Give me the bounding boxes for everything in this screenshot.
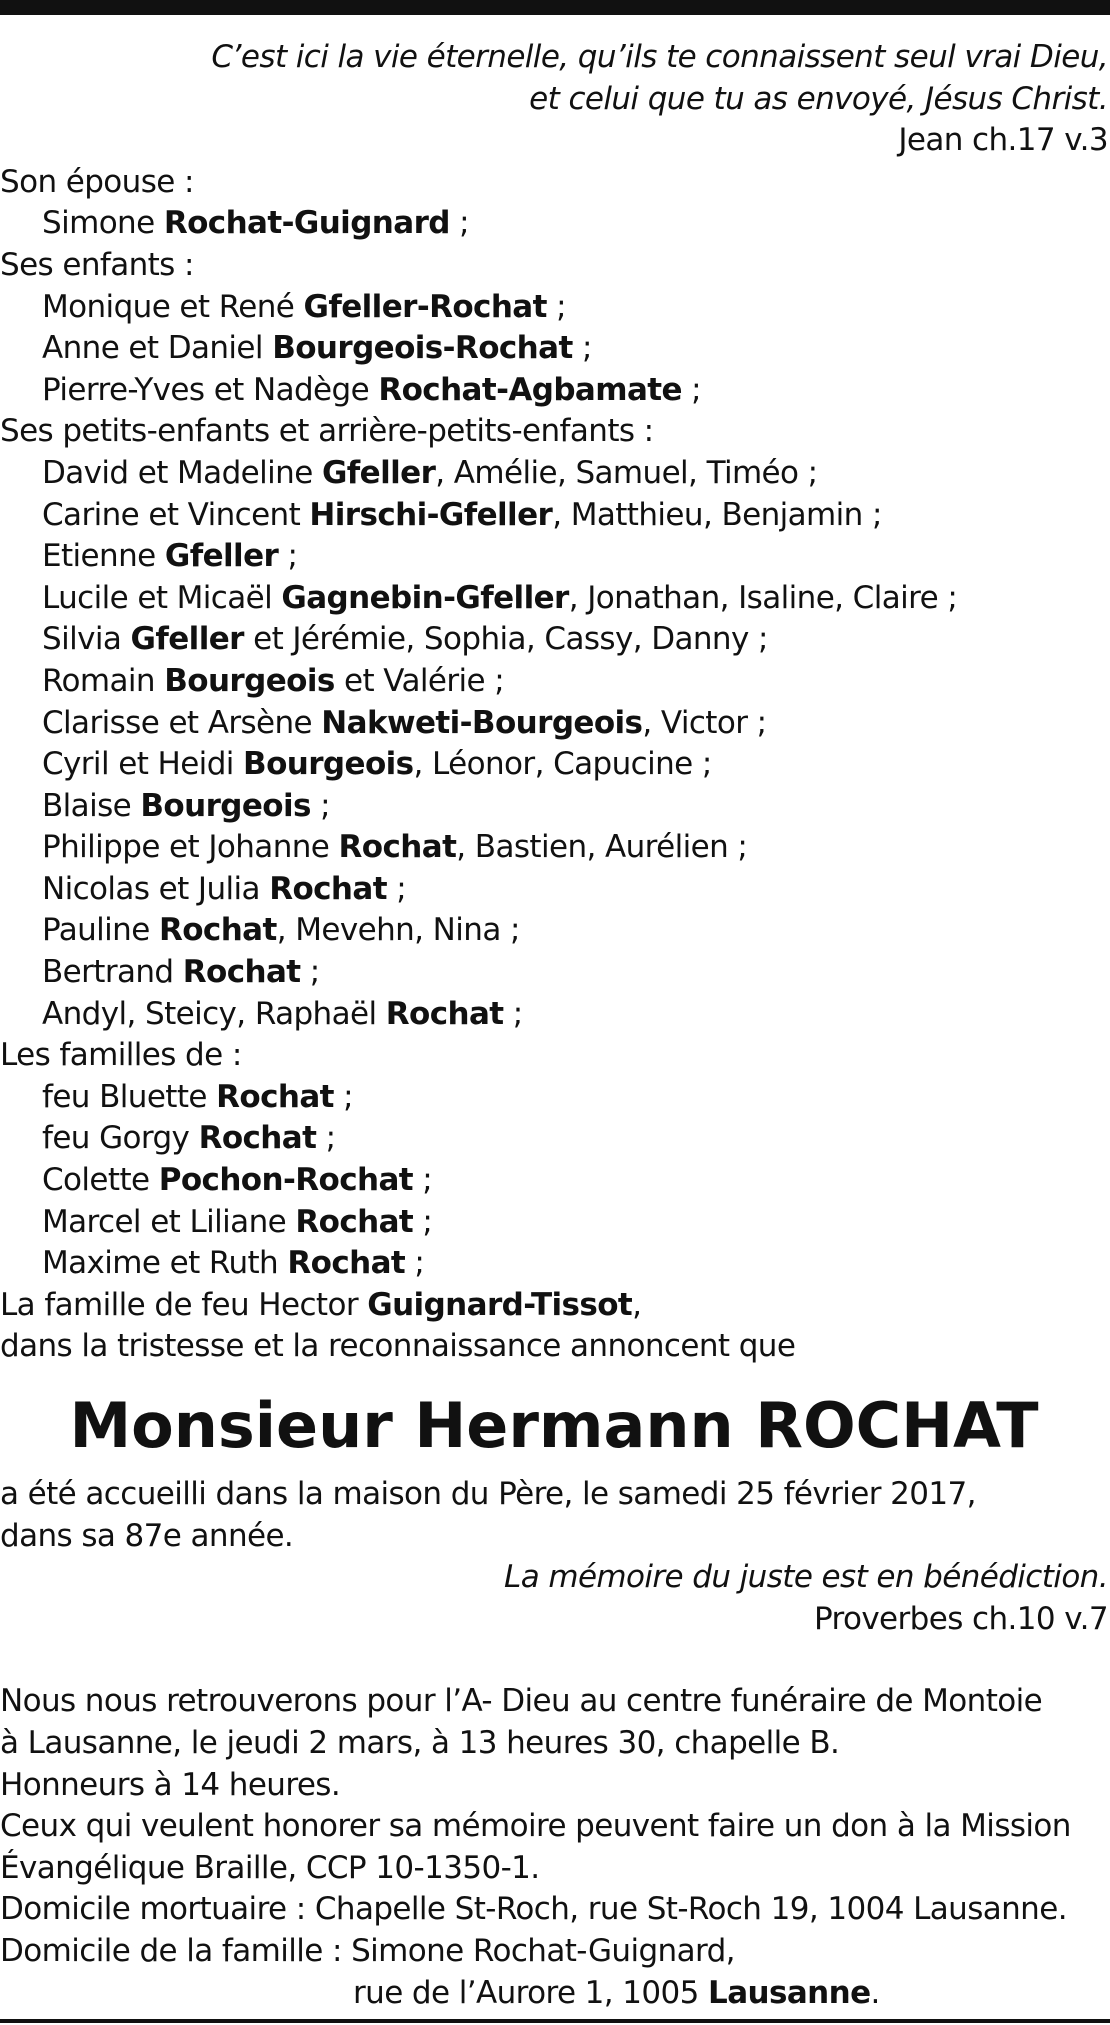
surname: Rochat	[385, 995, 504, 1032]
entry-rest: , Amélie, Samuel, Timéo ;	[435, 454, 818, 491]
grandchild-entry	[0, 578, 1108, 620]
given-names: Carine et Vincent	[42, 496, 310, 533]
grandchild-entry	[0, 869, 1108, 911]
given-names: Romain	[42, 662, 165, 699]
spacer	[0, 1640, 1108, 1681]
given-names: Pauline	[42, 912, 159, 949]
verse-line-2: et celui que tu as envoyé, Jésus Christ.	[529, 80, 1108, 117]
given-names: Philippe et Johanne	[42, 829, 339, 866]
bottom-rule	[0, 2019, 1110, 2023]
entry-rest: ;	[572, 330, 592, 367]
given-names: Monique et René	[42, 288, 304, 325]
verse-line-1: C’est ici la vie éternelle, qu’ils te connaissent seul vrai Dieu,	[211, 39, 1108, 75]
given-names: feu Gorgy	[42, 1120, 199, 1157]
surname: Rochat	[295, 1203, 414, 1240]
ceremony-line-3: Honneurs à 14 heures.	[0, 1766, 341, 1803]
closing-verse: La mémoire du juste est en bénédiction.	[504, 1559, 1108, 1596]
surname: Bourgeois	[140, 787, 311, 824]
given-names: Blaise	[42, 787, 141, 824]
surname: Hirschi-Gfeller	[309, 496, 553, 533]
grandchild-entry	[0, 952, 1108, 994]
entry-rest: ;	[278, 538, 298, 575]
obituary-notice	[0, 37, 1108, 2014]
surname: Rochat	[338, 829, 457, 866]
grandchild-entry	[0, 703, 1108, 745]
given-names: Anne et Daniel	[42, 330, 273, 367]
verse-reference: Jean ch.17 v.3	[898, 122, 1108, 159]
given-names: Etienne	[42, 538, 165, 575]
surname: Rochat	[216, 1078, 334, 1115]
spouse-entry	[0, 203, 1108, 245]
family-entry	[0, 1077, 1108, 1119]
grandchild-entry	[0, 910, 1108, 952]
entry-rest: ;	[405, 1245, 425, 1282]
surname: Nakweti-Bourgeois	[321, 704, 643, 741]
entry-rest: , Matthieu, Benjamin ;	[552, 496, 882, 533]
child-entry	[0, 370, 1108, 412]
surname: Bourgeois-Rochat	[272, 330, 573, 367]
grandchild-entry	[0, 536, 1108, 578]
surname: Rochat	[198, 1120, 317, 1157]
surname: Gfeller	[130, 621, 244, 658]
entry-rest: ;	[300, 954, 320, 991]
surname: Rochat	[182, 954, 301, 991]
spouse-label: Son épouse :	[0, 163, 194, 200]
surname: Guignard-Tissot	[367, 1286, 633, 1323]
entry-rest: et Jérémie, Sophia, Cassy, Danny ;	[243, 621, 768, 658]
surname: Gfeller	[321, 454, 436, 491]
entry-rest: ,	[632, 1286, 642, 1323]
surname: Rochat	[269, 870, 387, 907]
entry-rest: ;	[681, 371, 702, 408]
top-rule	[0, 0, 1110, 15]
given-names: David et Madeline	[42, 454, 322, 491]
donation-line-2: Évangélique Braille, CCP 10-1350-1.	[0, 1849, 540, 1886]
entry-rest: ;	[386, 870, 407, 907]
given-names: Colette	[42, 1162, 159, 1199]
address-end: .	[870, 1974, 880, 2011]
child-entry	[0, 287, 1108, 329]
family-entry	[0, 1118, 1108, 1160]
surname: Gfeller	[164, 538, 279, 575]
family-entry	[0, 1243, 1108, 1285]
city: Lausanne	[708, 1974, 871, 2011]
given-names: Andyl, Steicy, Raphaël	[42, 995, 386, 1032]
families-label: Les familles de :	[0, 1037, 242, 1074]
given-names: Marcel et Liliane	[42, 1203, 296, 1240]
entry-rest: et Valérie ;	[334, 662, 505, 699]
closing-verse-reference: Proverbes ch.10 v.7	[813, 1600, 1108, 1637]
grandchild-entry	[0, 453, 1108, 495]
grandchild-entry	[0, 495, 1108, 537]
surname: Rochat-Agbamate	[378, 371, 682, 408]
entry-rest: ;	[412, 1162, 433, 1199]
deceased-name: Monsieur Hermann ROCHAT	[69, 1389, 1039, 1462]
entry-rest: , Mevehn, Nina ;	[276, 912, 520, 949]
grandchild-entry	[0, 994, 1108, 1036]
given-names: La famille de feu Hector	[0, 1286, 368, 1323]
street-address: rue de l’Aurore 1, 1005	[353, 1974, 709, 2011]
hector-family-entry	[0, 1285, 1108, 1327]
given-names: Clarisse et Arsène	[42, 704, 322, 741]
given-names: Pierre-Yves et Nadège	[42, 371, 379, 408]
entry-rest: ;	[333, 1078, 353, 1115]
grandchild-entry	[0, 619, 1108, 661]
family-home-line: Domicile de la famille : Simone Rochat-Guignard,	[0, 1932, 735, 1969]
surname: Bourgeois	[243, 746, 414, 783]
entry-rest: ;	[310, 787, 330, 824]
death-line-2: dans sa 87e année.	[0, 1517, 294, 1554]
announcement-line: dans la tristesse et la reconnaissance annoncent que	[0, 1328, 796, 1365]
grandchildren-label: Ses petits-enfants et arrière-petits-enfants :	[0, 413, 654, 450]
death-line-1: a été accueilli dans la maison du Père, le samedi 25 février 2017,	[0, 1476, 976, 1512]
surname: Pochon-Rochat	[158, 1162, 413, 1199]
entry-rest: ;	[413, 1203, 433, 1240]
entry-rest: , Léonor, Capucine ;	[413, 746, 712, 783]
entry-rest: , Jonathan, Isaline, Claire ;	[568, 579, 958, 616]
grandchild-entry	[0, 827, 1108, 869]
entry-rest: , Victor ;	[642, 704, 767, 741]
given-names: Cyril et Heidi	[42, 746, 244, 783]
entry-rest: ;	[449, 205, 469, 242]
given-names: Maxime et Ruth	[42, 1245, 288, 1282]
entry-rest: ;	[316, 1120, 336, 1157]
grandchild-entry	[0, 744, 1108, 786]
surname: Rochat	[287, 1245, 406, 1282]
donation-line-1: Ceux qui veulent honorer sa mémoire peuvent faire un don à la Mission	[0, 1808, 1071, 1845]
mortuary-address: Domicile mortuaire : Chapelle St-Roch, rue St-Roch 19, 1004 Lausanne.	[0, 1891, 1067, 1928]
given-names: Lucile et Micaël	[42, 579, 282, 616]
entry-rest: ;	[546, 288, 566, 325]
surname: Gfeller-Rochat	[303, 288, 547, 325]
entry-rest: , Bastien, Aurélien ;	[456, 829, 748, 866]
given-names: feu Bluette	[42, 1078, 217, 1115]
family-entry	[0, 1160, 1108, 1202]
given-names: Silvia	[42, 621, 131, 658]
family-entry	[0, 1202, 1108, 1244]
family-home-address	[0, 1973, 1108, 2015]
children-label: Ses enfants :	[0, 246, 194, 283]
given-names: Nicolas et Julia	[42, 870, 270, 907]
surname: Rochat	[158, 912, 277, 949]
surname: Rochat-Guignard	[163, 205, 450, 242]
given-names: Bertrand	[42, 954, 183, 991]
given-names: Simone	[42, 205, 164, 242]
surname: Gagnebin-Gfeller	[281, 579, 569, 616]
ceremony-line-1: Nous nous retrouverons pour l’A- Dieu au centre funéraire de Montoie	[0, 1683, 1043, 1720]
grandchild-entry	[0, 661, 1108, 703]
grandchild-entry	[0, 786, 1108, 828]
surname: Bourgeois	[164, 662, 335, 699]
child-entry	[0, 328, 1108, 370]
entry-rest: ;	[503, 995, 523, 1032]
ceremony-line-2: à Lausanne, le jeudi 2 mars, à 13 heures 30, chapelle B.	[0, 1724, 840, 1761]
